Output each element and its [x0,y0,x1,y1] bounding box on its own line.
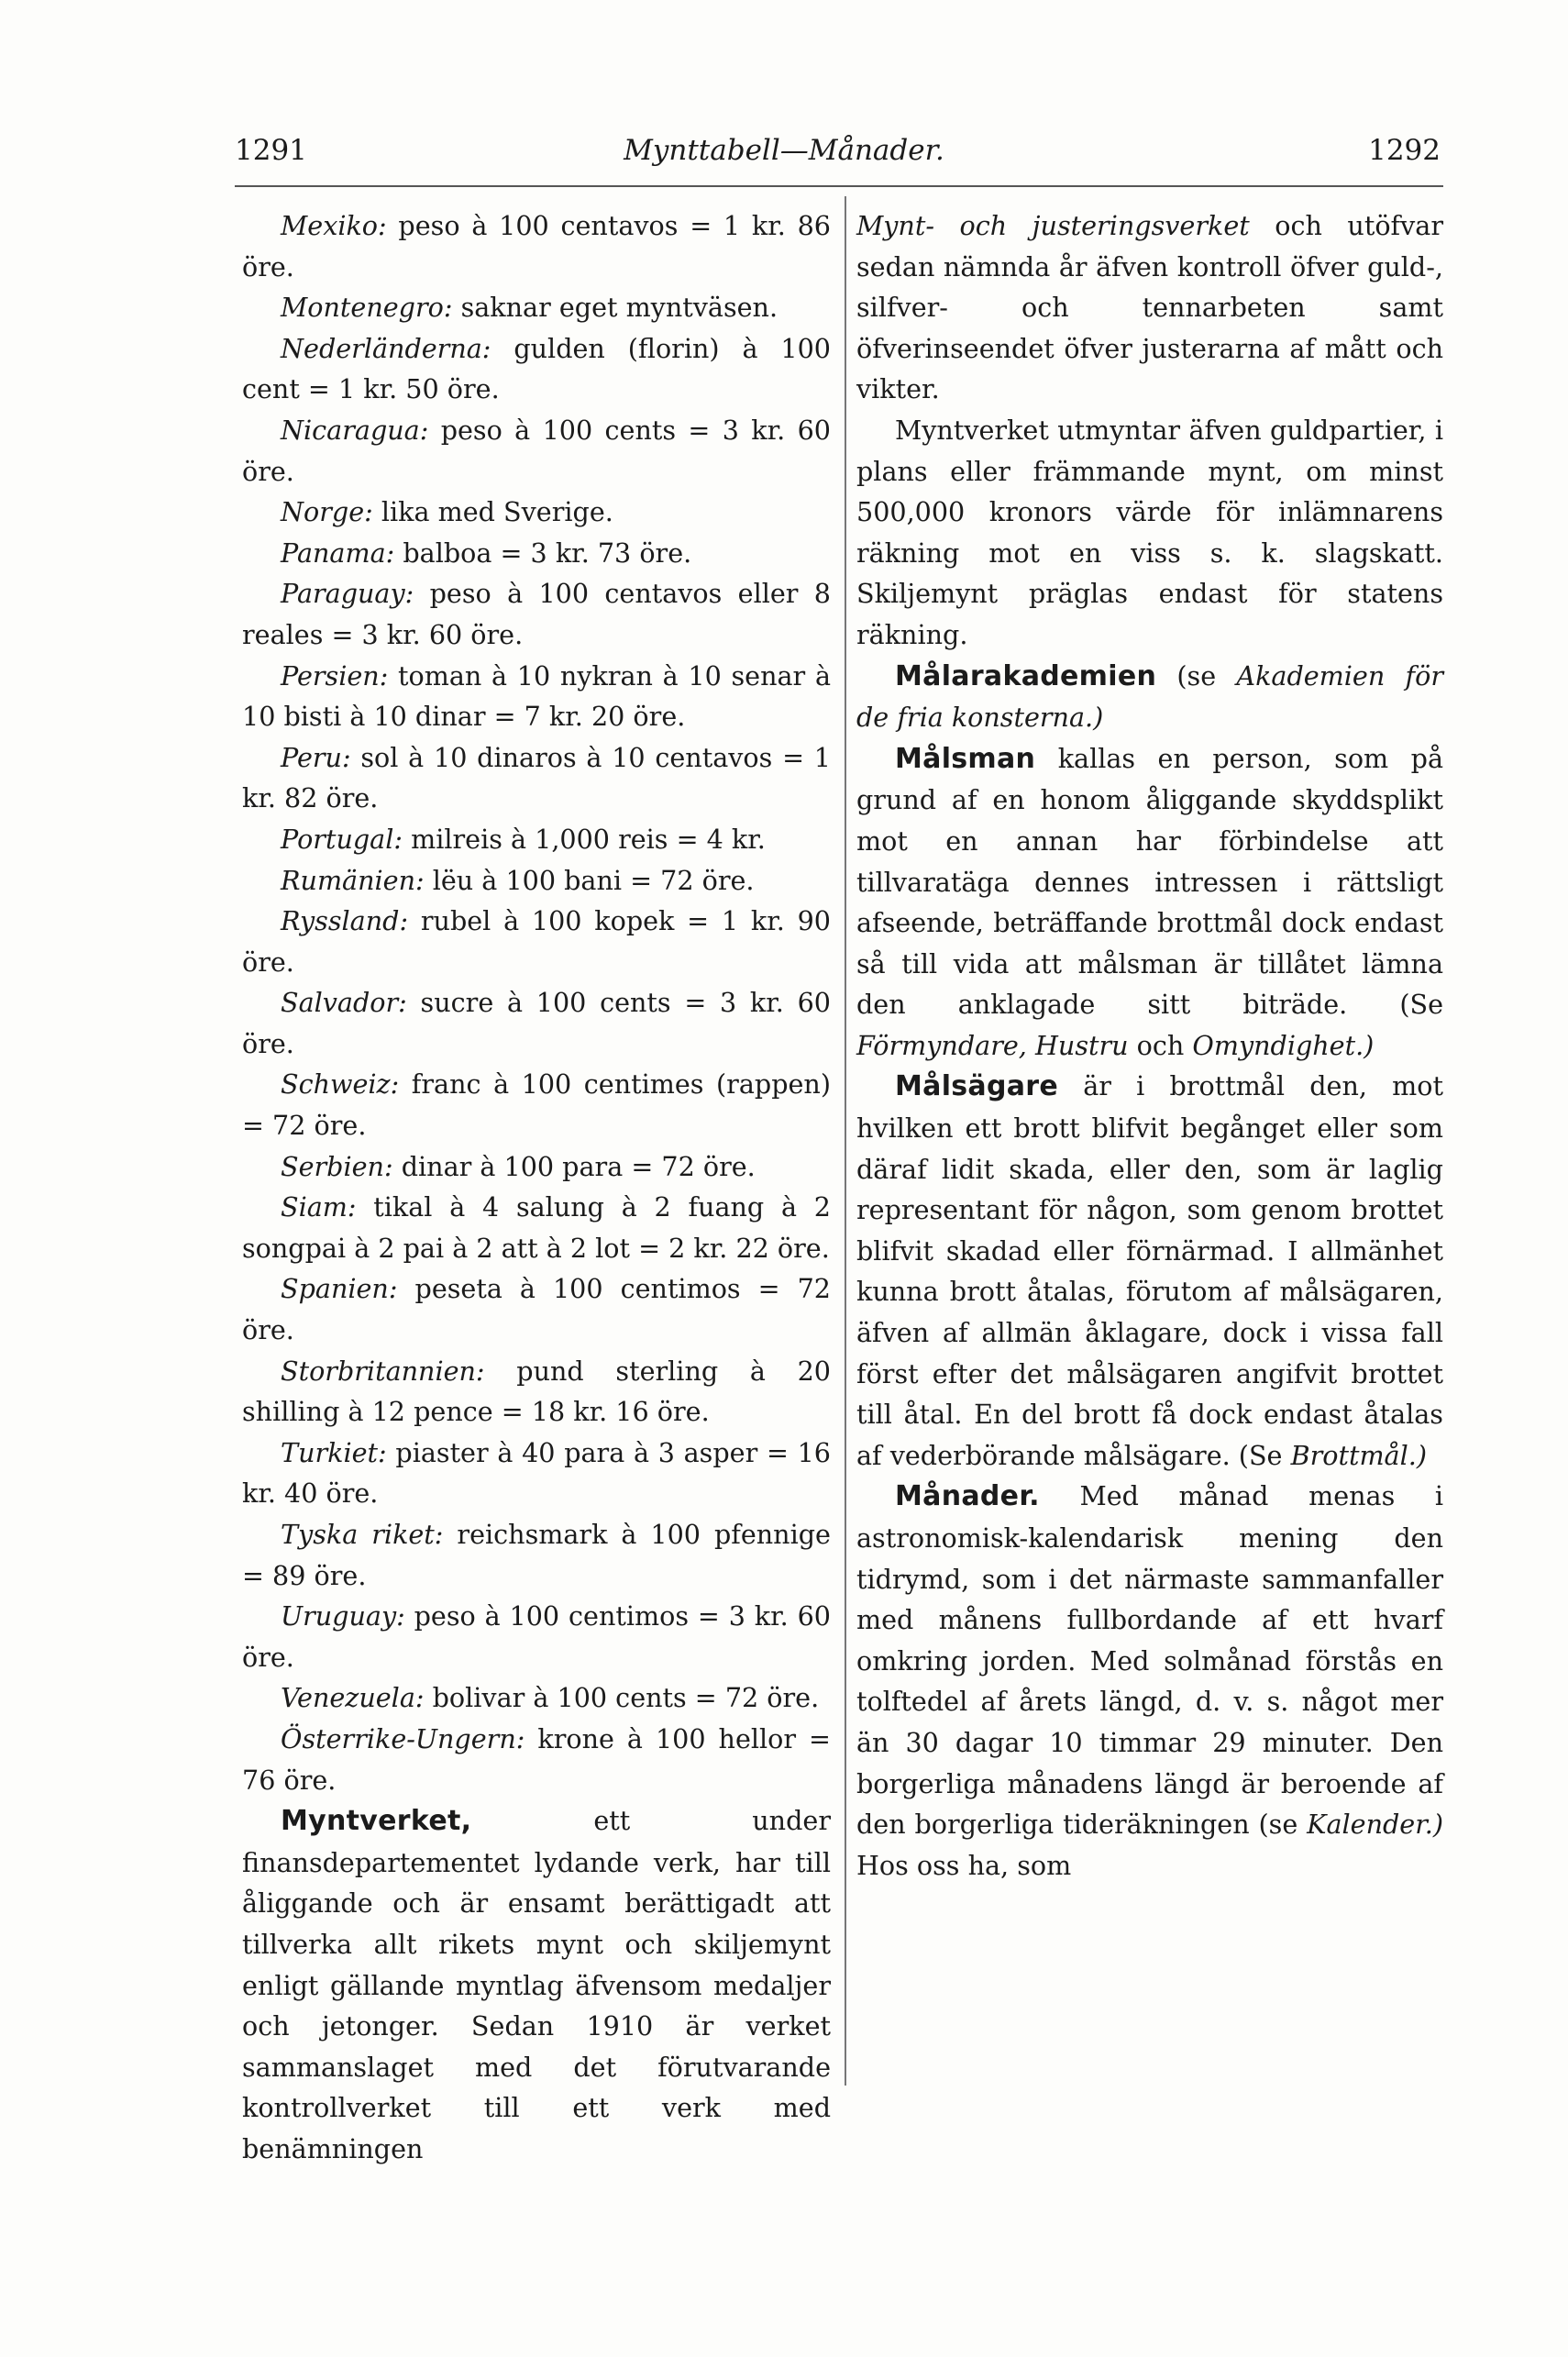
running-title: Mynttabell—Månader. [624,134,944,167]
currency-definition: lëu à 100 bani = 72 öre. [424,864,755,896]
country-name: Ryssland: [281,905,409,937]
entry-text: Med månad menas i astronomisk-kalendarisk mening den tidrymd, som i det närmaste sammanfaller med månens fullbordande af ett hvarf omkring jorden. Med solmånad förstås en tolftedel af årets längd, d. v. s. något mer än 30 dagar 10 timmar 29 minuter. Den borgerliga månadens längd är beroende af den borgerliga tideräkningen (se [856,1480,1443,1841]
currency-entry [242,492,831,533]
entry-italic-text: Brottmål.) [1290,1439,1427,1471]
header-rule [235,185,1443,187]
currency-definition: franc à 100 centimes (rappen) = 72 öre. [242,1068,831,1142]
currency-entry [242,1064,831,1145]
headword: Målsägare [895,1070,1059,1103]
headword: Månader. [895,1480,1040,1513]
currency-entry [242,1268,831,1350]
country-name: Siam: [281,1191,357,1223]
currency-entry [242,737,831,819]
country-name: Persien: [281,659,389,692]
currency-entry [242,1677,831,1719]
currency-entry [242,860,831,902]
country-name: Turkiet: [281,1436,387,1468]
currency-entry [242,901,831,982]
currency-entry [242,1596,831,1677]
entry-text: och utöfvar sedan nämnda år äfven kontroll öfver guld-, silfver- och tennarbeten samt öfverinseendet öfver justerarna af mått och vikter. [856,210,1443,405]
country-name: Panama: [281,537,395,569]
country-name: Tyska riket: [281,1519,444,1550]
currency-entry [242,205,831,287]
country-name: Paraguay: [281,578,414,610]
running-header [0,125,1568,180]
entry-italic-text: Kalender.) [1307,1809,1443,1841]
currency-definition: peso à 100 cents = 3 kr. 60 öre. [242,414,831,487]
currency-entry [242,1146,831,1188]
entry-malsagare [856,1066,1443,1476]
currency-definition: saknar eget myntväsen. [452,292,778,324]
country-name: Rumänien: [281,864,425,896]
entry-text: kallas en person, som på grund af en honom åliggande skyddsplikt mot en annan har förbindelse att tillvaratäga dennes intressen i rättsligt afseende, beträffande brottmål dock endast så till vida att målsman är tillåtet lämna den anklagade sitt biträde. (Se [856,742,1443,1021]
headword: Målarakademien [895,659,1157,692]
country-name: Norge: [281,496,373,528]
country-name: Venezuela: [281,1682,425,1714]
currency-entry-list [242,205,831,1800]
currency-definition: peso à 100 centavos = 1 kr. 86 öre. [242,210,831,282]
country-name: Spanien: [281,1273,398,1305]
country-name: Serbien: [281,1150,393,1182]
currency-definition: bolivar à 100 cents = 72 öre. [424,1682,820,1714]
currency-definition: rubel à 100 kopek = 1 kr. 90 öre. [242,905,831,978]
currency-entry [242,1351,831,1433]
entry-malsman [856,738,1443,1067]
country-name: Nederländerna: [281,332,491,364]
currency-entry [242,328,831,410]
currency-entry [242,819,831,860]
currency-definition: lika med Sverige. [372,496,613,528]
currency-entry [242,982,831,1064]
currency-entry [242,573,831,655]
entry-manader [856,1476,1443,1886]
currency-definition: tikal à 4 salung à 2 fuang à 2 songpai à 2 pai à 2 att à 2 lot = 2 kr. 22 öre. [242,1191,831,1264]
currency-entry [242,1433,831,1514]
currency-definition: sucre à 100 cents = 3 kr. 60 öre. [242,987,831,1059]
country-name: Schweiz: [281,1068,400,1101]
currency-entry [242,533,831,574]
currency-definition: toman à 10 nykran à 10 senar à 10 bisti à 10 dinar = 7 kr. 20 öre. [242,659,831,733]
entry-italic-text: Förmyndare, Hustru [856,1029,1129,1061]
country-name: Storbritannien: [281,1355,485,1387]
currency-definition: milreis à 1,000 reis = 4 kr. [403,823,766,855]
currency-definition: pund sterling à 20 shilling à 12 pence = 18 kr. 16 öre. [242,1355,831,1428]
entry-text: (se [1156,659,1237,692]
currency-definition: sol à 10 dinaros à 10 centavos = 1 kr. 82 öre. [242,741,831,814]
country-name: Salvador: [281,987,407,1019]
country-name: Mexiko: [281,210,387,241]
currency-entry [242,656,831,737]
entry-text: är i brottmål den, mot hvilken ett brott blifvit begånget eller som däraf lidit skada, eller den, som är laglig representant för någon, som genom brottet blifvit skadad eller förnärmad. I allmänhet kunna brott åtalas, förutom af målsägaren, äfven af allmän åklagare, dock i vissa fall först efter det målsägaren angifvit brottet till åtal. En del brott få dock endast åtalas af vederbörande målsägare. (Se [856,1070,1443,1471]
entry-italic-text: Omyndighet.) [1192,1029,1375,1061]
currency-definition: krone à 100 hellor = 76 öre. [242,1722,831,1796]
page-number-left: 1291 [235,134,307,167]
right-column [856,205,1443,1886]
left-column [242,205,831,2170]
country-name: Nicaragua: [281,414,429,446]
column-separator [845,196,846,2086]
currency-definition: balboa = 3 kr. 73 öre. [394,537,692,569]
currency-definition: peso à 100 centavos eller 8 reales = 3 kr. 60 öre. [242,578,831,650]
country-name: Österrike-Ungern: [281,1722,525,1754]
entry-text: ett under finansdepartementet lydande verk, har till åliggande och är ensamt berättigadt att tillverka allt rikets mynt och skiljemynt enligt gällande myntlag äfvensom medaljer och jetonger. Sedan 1910 är verket sammanslaget med det förutvarande kontrollverket till ett verk med benämningen [242,1805,831,2164]
currency-definition: piaster à 40 para à 3 asper = 16 kr. 40 öre. [242,1436,831,1510]
country-name: Montenegro: [281,292,453,324]
entry-myntverket-p2: Myntverket utmyntar äfven guldpartier, i plans eller främmande mynt, om minst 500,000 kronors värde för inlämnarens räkning mot en viss s. k. slagskatt. Skiljemynt präglas endast för statens räkning. [856,414,1443,650]
currency-entry [242,1514,831,1596]
entry-myntverket [242,1800,831,2169]
currency-entry [242,1187,831,1268]
entry-myntverket-continued [856,205,1443,410]
currency-entry [242,410,831,492]
currency-definition: dinar à 100 para = 72 öre. [392,1150,756,1182]
currency-definition: reichsmark à 100 pfennige = 89 öre. [242,1519,831,1591]
entry-malarakademien [856,656,1443,738]
currency-entry [242,1719,831,1800]
headword: Målsman [895,742,1036,775]
currency-definition: gulden (florin) à 100 cent = 1 kr. 50 öre. [242,332,831,405]
headword: Myntverket, [281,1805,472,1838]
entry-text: Hos oss ha, som [856,1849,1072,1881]
country-name: Portugal: [281,823,403,855]
country-name: Peru: [281,741,351,773]
entry-italic-text: Akademien för de fria konsterna.) [856,659,1443,734]
page-number-right: 1292 [1368,134,1441,167]
currency-definition: peso à 100 centimos = 3 kr. 60 öre. [242,1600,831,1673]
currency-definition: peseta à 100 centimos = 72 öre. [242,1273,831,1346]
currency-entry [242,287,831,328]
entry-text: och [1128,1029,1193,1061]
country-name: Uruguay: [281,1600,405,1632]
entry-italic-text: Mynt- och justeringsverket [856,210,1250,241]
